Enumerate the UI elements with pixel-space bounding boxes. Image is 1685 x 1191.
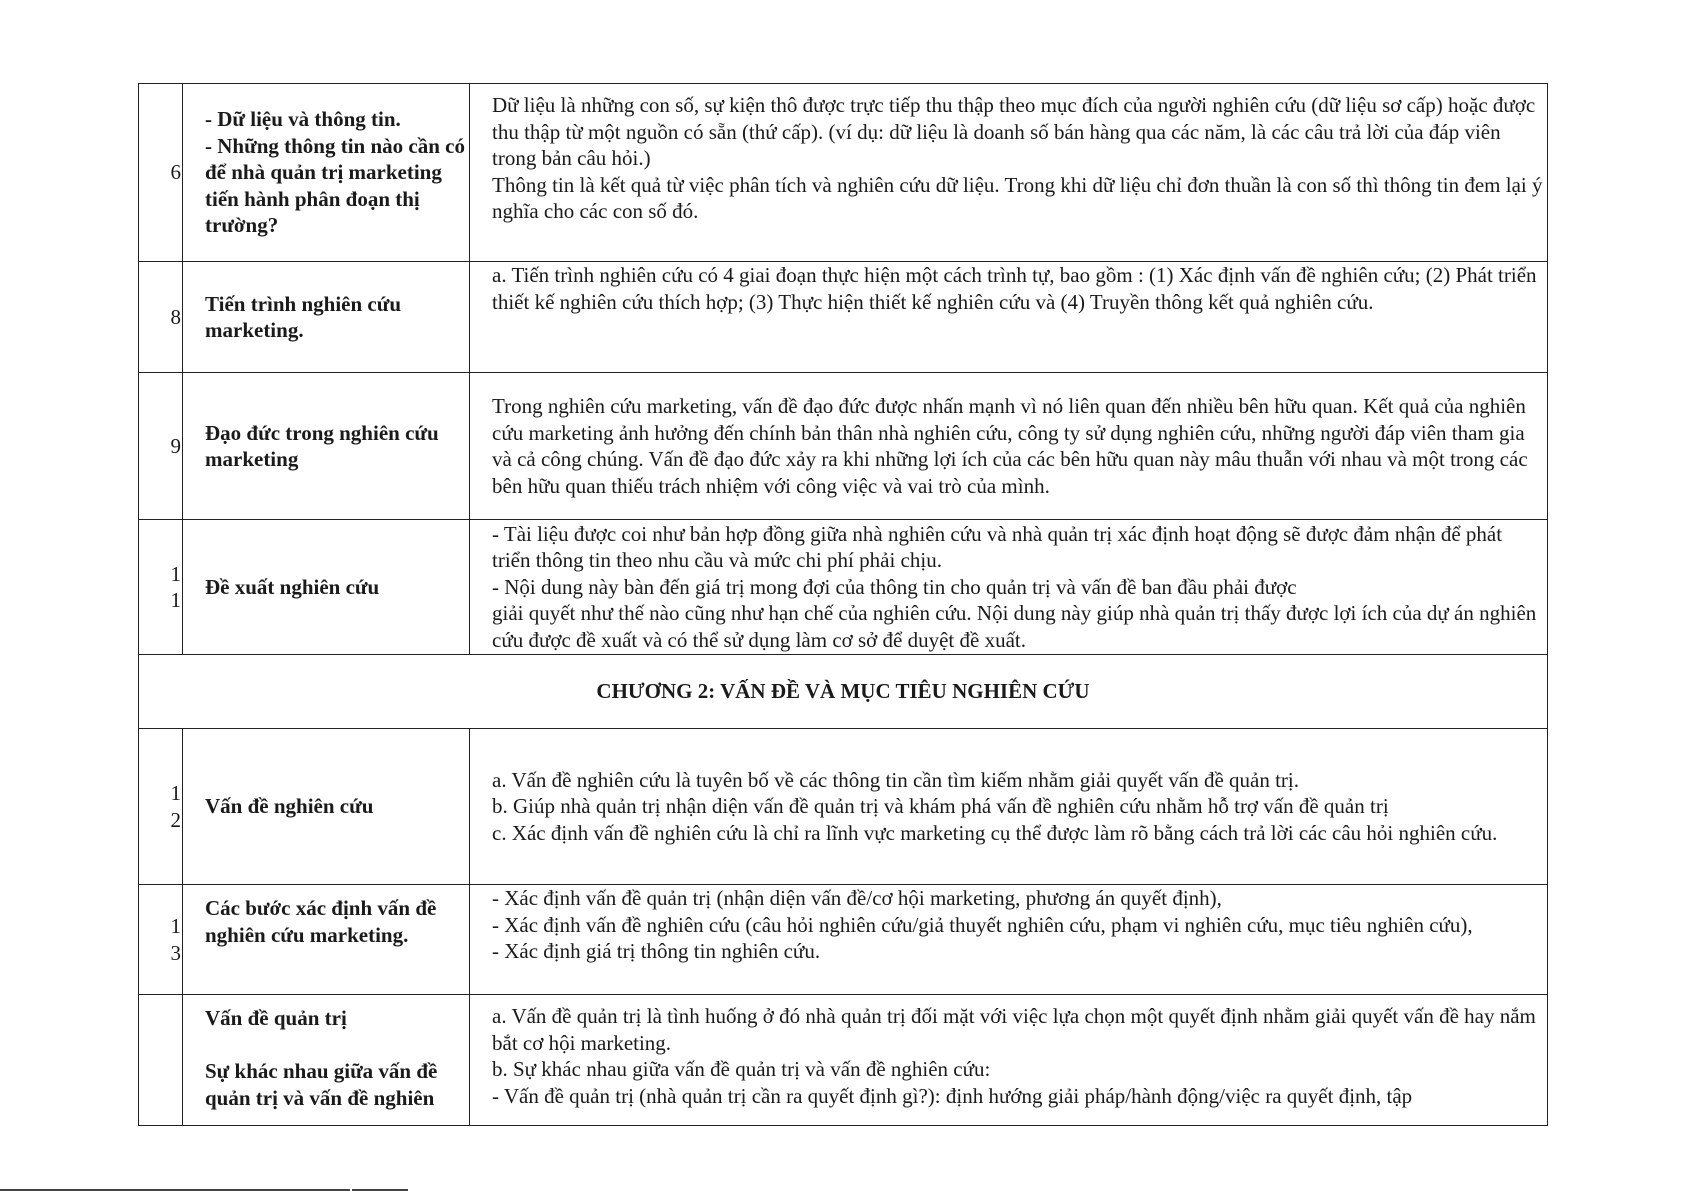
question-cell: Tiến trình nghiên cứu marketing. bbox=[183, 262, 470, 373]
answer-cell: a. Vấn đề quản trị là tình huống ở đó nhà quản trị đối mặt với việc lựa chọn một quyết định nhằm giải quyết vấn đề hay nắm bắt cơ hội marketing. b. Sự khác nhau giữa vấn đề quản trị và vấn đề nghiên cứu: - Vấn đề quản trị (nhà quản trị cần ra quyết định gì?): định hướng giải pháp/hành động/việc ra quyết định, tập bbox=[470, 995, 1548, 1126]
chapter-heading: CHƯƠNG 2: VẤN ĐỀ VÀ MỤC TIÊU NGHIÊN CỨU bbox=[139, 655, 1548, 729]
answer-cell: Trong nghiên cứu marketing, vấn đề đạo đức được nhấn mạnh vì nó liên quan đến nhiều bên hữu quan. Kết quả của nghiên cứu marketing ảnh hưởng đến chính bản thân nhà nghiên cứu, công ty sử dụng nghiên cứu, những người đáp viên tham gia và cả công chúng. Vấn đề đạo đức xảy ra khi những lợi ích của các bên hữu quan này mâu thuẫn với nhau và một trong các bên hữu quan thiếu trách nhiệm với công việc và vai trò của mình. bbox=[470, 373, 1548, 520]
answer-cell: - Tài liệu được coi như bản hợp đồng giữa nhà nghiên cứu và nhà quản trị xác định hoạt động sẽ được đảm nhận để phát triển thông tin theo nhu cầu và mức chi phí phải chịu. - Nội dung này bàn đến giá trị mong đợi của thông tin cho quản trị và vấn đề ban đầu phải được giải quyết như thế nào cũng như hạn chế của nghiên cứu. Nội dung này giúp nhà quản trị thấy được lợi ích của dự án nghiên cứu được đề xuất và có thể sử dụng làm cơ sở để duyệt đề xuất. bbox=[470, 520, 1548, 655]
question-cell: Đề xuất nghiên cứu bbox=[183, 520, 470, 655]
answer-cell: a. Tiến trình nghiên cứu có 4 giai đoạn thực hiện một cách trình tự, bao gồm : (1) Xác định vấn đề nghiên cứu; (2) Phát triển thiết kế nghiên cứu thích hợp; (3) Thực hiện thiết kế nghiên cứu và (4) Truyền thông kết quả nghiên cứu. bbox=[470, 262, 1548, 373]
row-number: 1 2 bbox=[139, 729, 183, 885]
row-number: 1 3 bbox=[139, 885, 183, 995]
question-cell: Vấn đề quản trị Sự khác nhau giữa vấn đề quản trị và vấn đề nghiên bbox=[183, 995, 470, 1126]
question-cell: - Dữ liệu và thông tin. - Những thông tin nào cần có để nhà quản trị marketing tiến hành phân đoạn thị trường? bbox=[183, 84, 470, 262]
row-number: 1 1 bbox=[139, 520, 183, 655]
qa-table bbox=[138, 83, 1548, 1126]
answer-cell: a. Vấn đề nghiên cứu là tuyên bố về các thông tin cần tìm kiếm nhằm giải quyết vấn đề quản trị. b. Giúp nhà quản trị nhận diện vấn đề quản trị và khám phá vấn đề nghiên cứu nhằm hỗ trợ vấn đề quản trị c. Xác định vấn đề nghiên cứu là chỉ ra lĩnh vực marketing cụ thể được làm rõ bằng cách trả lời các câu hỏi nghiên cứu. bbox=[470, 729, 1548, 885]
answer-cell: Dữ liệu là những con số, sự kiện thô được trực tiếp thu thập theo mục đích của người nghiên cứu (dữ liệu sơ cấp) hoặc được thu thập từ một nguồn có sẵn (thứ cấp). (ví dụ: dữ liệu là doanh số bán hàng qua các năm, là các câu trả lời của đáp viên trong bản câu hỏi.) Thông tin là kết quả từ việc phân tích và nghiên cứu dữ liệu. Trong khi dữ liệu chỉ đơn thuần là con số thì thông tin đem lại ý nghĩa cho các con số đó. bbox=[470, 84, 1548, 262]
question-cell: Các bước xác định vấn đề nghiên cứu marketing. bbox=[183, 885, 470, 995]
question-cell: Đạo đức trong nghiên cứu marketing bbox=[183, 373, 470, 520]
row-number: 9 bbox=[139, 373, 183, 520]
table-row bbox=[139, 729, 1548, 885]
chapter-row bbox=[139, 655, 1548, 729]
table-row bbox=[139, 373, 1548, 520]
answer-cell: - Xác định vấn đề quản trị (nhận diện vấn đề/cơ hội marketing, phương án quyết định), - Xác định vấn đề nghiên cứu (câu hỏi nghiên cứu/giả thuyết nghiên cứu, phạm vi nghiên cứu, mục tiêu nghiên cứu), - Xác định giá trị thông tin nghiên cứu. bbox=[470, 885, 1548, 995]
table-row bbox=[139, 995, 1548, 1126]
table-row bbox=[139, 520, 1548, 655]
row-number: 8 bbox=[139, 262, 183, 373]
table-row bbox=[139, 885, 1548, 995]
row-number bbox=[139, 995, 183, 1126]
table-row bbox=[139, 84, 1548, 262]
row-number: 6 bbox=[139, 84, 183, 262]
question-cell: Vấn đề nghiên cứu bbox=[183, 729, 470, 885]
table-row bbox=[139, 262, 1548, 373]
